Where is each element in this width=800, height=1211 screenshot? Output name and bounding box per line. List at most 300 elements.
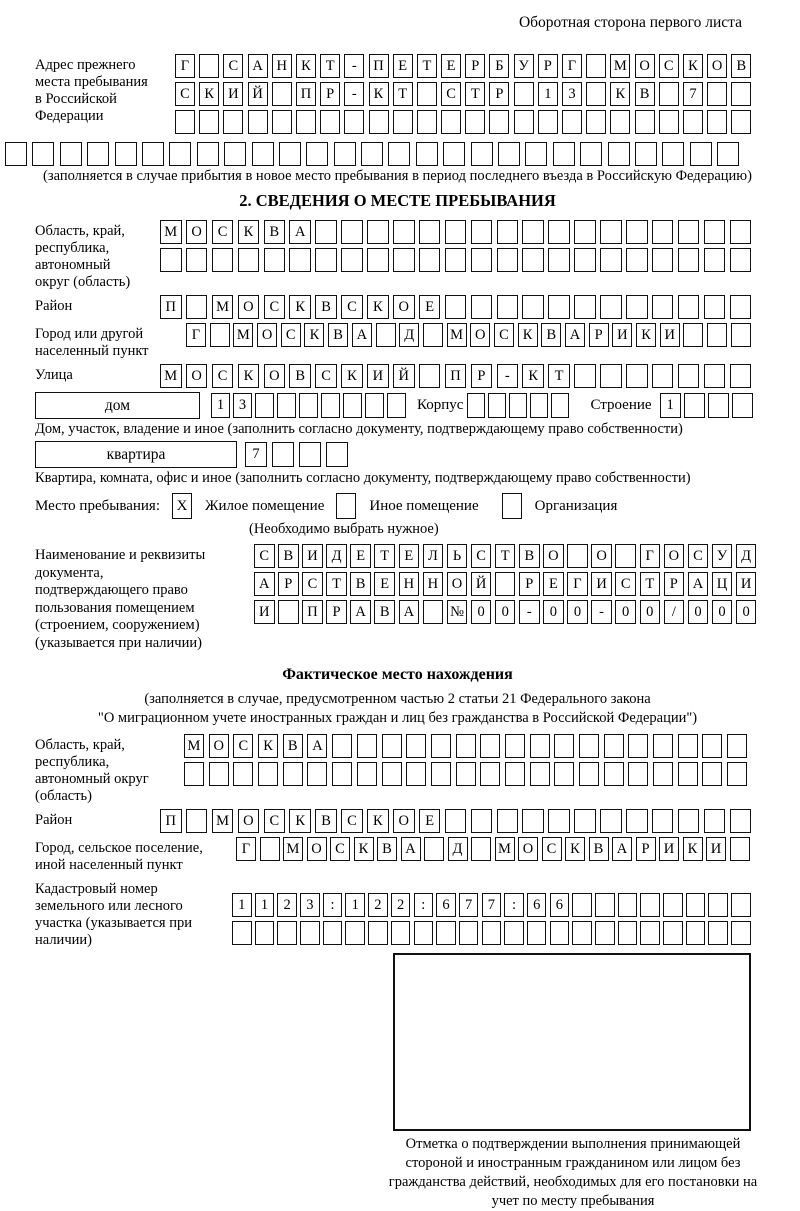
char-cell[interactable]: Г: [640, 544, 661, 568]
char-cell[interactable]: Р: [278, 572, 299, 596]
char-cell[interactable]: [626, 295, 648, 319]
char-cell[interactable]: [608, 142, 630, 166]
char-cell[interactable]: 3: [300, 893, 320, 917]
char-cell[interactable]: [678, 809, 700, 833]
char-cell[interactable]: [704, 809, 726, 833]
char-cell[interactable]: [332, 762, 352, 786]
char-cell[interactable]: О: [543, 544, 564, 568]
actual-region-row-2[interactable]: [184, 762, 752, 786]
char-cell[interactable]: Т: [326, 572, 347, 596]
char-cell[interactable]: 6: [436, 893, 456, 917]
char-cell[interactable]: [382, 734, 402, 758]
char-cell[interactable]: 0: [712, 600, 733, 624]
char-cell[interactable]: [567, 544, 588, 568]
char-cell[interactable]: [659, 110, 679, 134]
char-cell[interactable]: Б: [489, 54, 509, 78]
char-cell[interactable]: [600, 295, 622, 319]
char-cell[interactable]: [522, 220, 544, 244]
char-cell[interactable]: А: [565, 323, 585, 347]
char-cell[interactable]: [343, 393, 362, 418]
char-cell[interactable]: [326, 442, 348, 467]
char-cell[interactable]: [258, 762, 278, 786]
char-cell[interactable]: Т: [374, 544, 395, 568]
char-cell[interactable]: [365, 393, 384, 418]
char-cell[interactable]: [443, 142, 465, 166]
char-cell[interactable]: [456, 762, 476, 786]
char-cell[interactable]: [175, 110, 195, 134]
char-cell[interactable]: [391, 921, 411, 945]
char-cell[interactable]: [522, 809, 544, 833]
char-cell[interactable]: М: [212, 295, 234, 319]
char-cell[interactable]: [357, 762, 377, 786]
apartment-cells[interactable]: [245, 442, 353, 467]
char-cell[interactable]: [115, 142, 137, 166]
char-cell[interactable]: [548, 295, 570, 319]
char-cell[interactable]: С: [212, 364, 234, 388]
char-cell[interactable]: [574, 364, 596, 388]
char-cell[interactable]: С: [494, 323, 514, 347]
char-cell[interactable]: Т: [465, 82, 485, 106]
char-cell[interactable]: К: [610, 82, 630, 106]
char-cell[interactable]: Й: [393, 364, 415, 388]
district-row[interactable]: [160, 295, 751, 319]
char-cell[interactable]: О: [707, 54, 727, 78]
char-cell[interactable]: Р: [465, 54, 485, 78]
char-cell[interactable]: [704, 248, 726, 272]
char-cell[interactable]: К: [565, 837, 585, 861]
char-cell[interactable]: В: [264, 220, 286, 244]
char-cell[interactable]: Т: [495, 544, 516, 568]
char-cell[interactable]: Г: [236, 837, 256, 861]
char-cell[interactable]: И: [254, 600, 275, 624]
checkbox-organization[interactable]: [502, 493, 522, 519]
char-cell[interactable]: [652, 220, 674, 244]
char-cell[interactable]: 0: [567, 600, 588, 624]
char-cell[interactable]: [618, 921, 638, 945]
char-cell[interactable]: [663, 921, 683, 945]
char-cell[interactable]: [509, 393, 527, 418]
char-cell[interactable]: В: [350, 572, 371, 596]
char-cell[interactable]: [727, 762, 747, 786]
char-cell[interactable]: [727, 734, 747, 758]
char-cell[interactable]: [551, 393, 569, 418]
char-cell[interactable]: 2: [277, 893, 297, 917]
char-cell[interactable]: Т: [548, 364, 570, 388]
char-cell[interactable]: В: [731, 54, 751, 78]
char-cell[interactable]: -: [344, 54, 364, 78]
char-cell[interactable]: [60, 142, 82, 166]
char-cell[interactable]: [445, 248, 467, 272]
char-cell[interactable]: М: [160, 364, 182, 388]
char-cell[interactable]: [497, 248, 519, 272]
char-cell[interactable]: С: [341, 295, 363, 319]
char-cell[interactable]: 1: [211, 393, 230, 418]
char-cell[interactable]: И: [302, 544, 323, 568]
char-cell[interactable]: С: [471, 544, 492, 568]
char-cell[interactable]: [480, 762, 500, 786]
char-cell[interactable]: [424, 837, 444, 861]
char-cell[interactable]: И: [706, 837, 726, 861]
region-row-1[interactable]: [160, 220, 751, 244]
char-cell[interactable]: [497, 809, 519, 833]
char-cell[interactable]: В: [283, 734, 303, 758]
char-cell[interactable]: П: [160, 295, 182, 319]
char-cell[interactable]: [471, 809, 493, 833]
char-cell[interactable]: [707, 110, 727, 134]
char-cell[interactable]: С: [542, 837, 562, 861]
char-cell[interactable]: Д: [448, 837, 468, 861]
char-cell[interactable]: [514, 110, 534, 134]
char-cell[interactable]: [730, 220, 752, 244]
char-cell[interactable]: [471, 295, 493, 319]
char-cell[interactable]: С: [264, 809, 286, 833]
char-cell[interactable]: И: [612, 323, 632, 347]
char-cell[interactable]: Р: [664, 572, 685, 596]
char-cell[interactable]: С: [441, 82, 461, 106]
char-cell[interactable]: А: [307, 734, 327, 758]
char-cell[interactable]: [321, 393, 340, 418]
char-cell[interactable]: [595, 893, 615, 917]
char-cell[interactable]: Т: [393, 82, 413, 106]
char-cell[interactable]: [579, 734, 599, 758]
char-cell[interactable]: [505, 734, 525, 758]
char-cell[interactable]: [272, 442, 294, 467]
char-cell[interactable]: [489, 110, 509, 134]
char-cell[interactable]: [471, 220, 493, 244]
char-cell[interactable]: К: [296, 54, 316, 78]
char-cell[interactable]: [522, 295, 544, 319]
char-cell[interactable]: [277, 393, 296, 418]
char-cell[interactable]: [260, 837, 280, 861]
char-cell[interactable]: [279, 142, 301, 166]
char-cell[interactable]: [635, 142, 657, 166]
char-cell[interactable]: К: [522, 364, 544, 388]
char-cell[interactable]: В: [377, 837, 397, 861]
char-cell[interactable]: [465, 110, 485, 134]
char-cell[interactable]: -: [519, 600, 540, 624]
char-cell[interactable]: 1: [255, 893, 275, 917]
char-cell[interactable]: 0: [736, 600, 757, 624]
char-cell[interactable]: Е: [374, 572, 395, 596]
char-cell[interactable]: [186, 809, 208, 833]
char-cell[interactable]: 3: [233, 393, 252, 418]
char-cell[interactable]: [307, 762, 327, 786]
char-cell[interactable]: Д: [399, 323, 419, 347]
char-cell[interactable]: Р: [326, 600, 347, 624]
char-cell[interactable]: [640, 893, 660, 917]
char-cell[interactable]: Е: [543, 572, 564, 596]
char-cell[interactable]: П: [302, 600, 323, 624]
char-cell[interactable]: [662, 142, 684, 166]
char-cell[interactable]: У: [712, 544, 733, 568]
char-cell[interactable]: И: [591, 572, 612, 596]
char-cell[interactable]: О: [238, 295, 260, 319]
char-cell[interactable]: С: [659, 54, 679, 78]
char-cell[interactable]: 1: [538, 82, 558, 106]
char-cell[interactable]: [210, 323, 230, 347]
char-cell[interactable]: [574, 220, 596, 244]
char-cell[interactable]: [504, 921, 524, 945]
char-cell[interactable]: Н: [272, 54, 292, 78]
char-cell[interactable]: С: [175, 82, 195, 106]
char-cell[interactable]: [387, 393, 406, 418]
char-cell[interactable]: [678, 295, 700, 319]
char-cell[interactable]: Д: [326, 544, 347, 568]
char-cell[interactable]: [708, 393, 729, 418]
checkbox-residential[interactable]: X: [172, 493, 192, 519]
char-cell[interactable]: Р: [519, 572, 540, 596]
region-row-2[interactable]: [160, 248, 751, 272]
char-cell[interactable]: О: [264, 364, 286, 388]
cadastral-row-1[interactable]: [232, 893, 754, 917]
checkbox-other-premises[interactable]: [336, 493, 356, 519]
char-cell[interactable]: [572, 893, 592, 917]
char-cell[interactable]: [248, 110, 268, 134]
char-cell[interactable]: [731, 110, 751, 134]
char-cell[interactable]: [530, 762, 550, 786]
char-cell[interactable]: [255, 393, 274, 418]
char-cell[interactable]: А: [688, 572, 709, 596]
char-cell[interactable]: [635, 110, 655, 134]
char-cell[interactable]: [530, 734, 550, 758]
char-cell[interactable]: №: [447, 600, 468, 624]
char-cell[interactable]: [393, 248, 415, 272]
char-cell[interactable]: [652, 364, 674, 388]
char-cell[interactable]: [730, 248, 752, 272]
char-cell[interactable]: [731, 921, 751, 945]
char-cell[interactable]: О: [307, 837, 327, 861]
char-cell[interactable]: [388, 142, 410, 166]
char-cell[interactable]: [586, 82, 606, 106]
char-cell[interactable]: 0: [543, 600, 564, 624]
char-cell[interactable]: [199, 54, 219, 78]
char-cell[interactable]: [678, 248, 700, 272]
char-cell[interactable]: [707, 82, 727, 106]
char-cell[interactable]: [683, 110, 703, 134]
char-cell[interactable]: Д: [736, 544, 757, 568]
char-cell[interactable]: [731, 893, 751, 917]
char-cell[interactable]: [610, 110, 630, 134]
char-cell[interactable]: [423, 323, 443, 347]
char-cell[interactable]: [315, 220, 337, 244]
char-cell[interactable]: -: [497, 364, 519, 388]
char-cell[interactable]: [445, 295, 467, 319]
char-cell[interactable]: Н: [423, 572, 444, 596]
char-cell[interactable]: [604, 734, 624, 758]
char-cell[interactable]: [199, 110, 219, 134]
char-cell[interactable]: К: [636, 323, 656, 347]
char-cell[interactable]: [367, 220, 389, 244]
char-cell[interactable]: [5, 142, 27, 166]
char-cell[interactable]: [732, 393, 753, 418]
char-cell[interactable]: С: [223, 54, 243, 78]
char-cell[interactable]: 2: [391, 893, 411, 917]
char-cell[interactable]: [264, 248, 286, 272]
char-cell[interactable]: А: [350, 600, 371, 624]
char-cell[interactable]: [345, 921, 365, 945]
char-cell[interactable]: 0: [471, 600, 492, 624]
char-cell[interactable]: [574, 295, 596, 319]
char-cell[interactable]: [704, 220, 726, 244]
char-cell[interactable]: [277, 921, 297, 945]
char-cell[interactable]: [663, 893, 683, 917]
char-cell[interactable]: И: [367, 364, 389, 388]
char-cell[interactable]: [471, 248, 493, 272]
char-cell[interactable]: [419, 220, 441, 244]
char-cell[interactable]: [306, 142, 328, 166]
char-cell[interactable]: И: [736, 572, 757, 596]
char-cell[interactable]: 0: [640, 600, 661, 624]
char-cell[interactable]: В: [589, 837, 609, 861]
char-cell[interactable]: О: [664, 544, 685, 568]
char-cell[interactable]: :: [414, 893, 434, 917]
char-cell[interactable]: Р: [489, 82, 509, 106]
char-cell[interactable]: С: [254, 544, 275, 568]
char-cell[interactable]: Е: [350, 544, 371, 568]
char-cell[interactable]: 3: [562, 82, 582, 106]
char-cell[interactable]: [300, 921, 320, 945]
char-cell[interactable]: 7: [459, 893, 479, 917]
char-cell[interactable]: О: [518, 837, 538, 861]
char-cell[interactable]: Р: [471, 364, 493, 388]
char-cell[interactable]: [553, 142, 575, 166]
char-cell[interactable]: [498, 142, 520, 166]
char-cell[interactable]: П: [160, 809, 182, 833]
char-cell[interactable]: [653, 762, 673, 786]
char-cell[interactable]: [445, 220, 467, 244]
char-cell[interactable]: [653, 734, 673, 758]
cadastral-row-2[interactable]: [232, 921, 754, 945]
prev-address-row-1[interactable]: [175, 54, 756, 78]
char-cell[interactable]: О: [186, 364, 208, 388]
char-cell[interactable]: [441, 110, 461, 134]
char-cell[interactable]: [730, 364, 752, 388]
char-cell[interactable]: 6: [550, 893, 570, 917]
char-cell[interactable]: В: [635, 82, 655, 106]
char-cell[interactable]: [686, 921, 706, 945]
char-cell[interactable]: 7: [482, 893, 502, 917]
char-cell[interactable]: Г: [562, 54, 582, 78]
char-cell[interactable]: [361, 142, 383, 166]
stroenie-cells[interactable]: [660, 393, 756, 418]
char-cell[interactable]: Ц: [712, 572, 733, 596]
char-cell[interactable]: [272, 82, 292, 106]
char-cell[interactable]: [626, 809, 648, 833]
char-cell[interactable]: П: [296, 82, 316, 106]
char-cell[interactable]: [431, 762, 451, 786]
char-cell[interactable]: О: [591, 544, 612, 568]
char-cell[interactable]: Е: [419, 295, 441, 319]
actual-city-row[interactable]: [236, 837, 753, 861]
char-cell[interactable]: [332, 734, 352, 758]
char-cell[interactable]: А: [401, 837, 421, 861]
char-cell[interactable]: В: [315, 295, 337, 319]
char-cell[interactable]: [678, 734, 698, 758]
prev-address-row-2[interactable]: [175, 82, 756, 106]
char-cell[interactable]: [550, 921, 570, 945]
char-cell[interactable]: [296, 110, 316, 134]
char-cell[interactable]: [471, 837, 491, 861]
char-cell[interactable]: С: [302, 572, 323, 596]
char-cell[interactable]: М: [212, 809, 234, 833]
char-cell[interactable]: [579, 762, 599, 786]
char-cell[interactable]: [704, 364, 726, 388]
char-cell[interactable]: В: [278, 544, 299, 568]
char-cell[interactable]: [436, 921, 456, 945]
char-cell[interactable]: [488, 393, 506, 418]
char-cell[interactable]: Л: [423, 544, 444, 568]
char-cell[interactable]: С: [264, 295, 286, 319]
char-cell[interactable]: Т: [640, 572, 661, 596]
char-cell[interactable]: С: [281, 323, 301, 347]
char-cell[interactable]: [186, 248, 208, 272]
char-cell[interactable]: К: [304, 323, 324, 347]
char-cell[interactable]: [382, 762, 402, 786]
char-cell[interactable]: С: [212, 220, 234, 244]
char-cell[interactable]: [417, 82, 437, 106]
char-cell[interactable]: [252, 142, 274, 166]
char-cell[interactable]: :: [323, 893, 343, 917]
char-cell[interactable]: [548, 220, 570, 244]
char-cell[interactable]: [730, 837, 750, 861]
char-cell[interactable]: :: [504, 893, 524, 917]
char-cell[interactable]: [445, 809, 467, 833]
char-cell[interactable]: [628, 762, 648, 786]
char-cell[interactable]: [367, 248, 389, 272]
char-cell[interactable]: О: [635, 54, 655, 78]
char-cell[interactable]: О: [257, 323, 277, 347]
char-cell[interactable]: [320, 110, 340, 134]
char-cell[interactable]: [233, 762, 253, 786]
char-cell[interactable]: С: [341, 809, 363, 833]
prev-address-row-3[interactable]: [175, 110, 756, 134]
char-cell[interactable]: [417, 110, 437, 134]
char-cell[interactable]: 1: [232, 893, 252, 917]
char-cell[interactable]: К: [341, 364, 363, 388]
char-cell[interactable]: Р: [589, 323, 609, 347]
char-cell[interactable]: [626, 364, 648, 388]
char-cell[interactable]: К: [518, 323, 538, 347]
char-cell[interactable]: К: [683, 54, 703, 78]
char-cell[interactable]: [525, 142, 547, 166]
char-cell[interactable]: С: [315, 364, 337, 388]
char-cell[interactable]: [323, 921, 343, 945]
char-cell[interactable]: [471, 142, 493, 166]
char-cell[interactable]: К: [289, 809, 311, 833]
char-cell[interactable]: [223, 110, 243, 134]
char-cell[interactable]: [554, 762, 574, 786]
char-cell[interactable]: 2: [368, 893, 388, 917]
char-cell[interactable]: Р: [538, 54, 558, 78]
char-cell[interactable]: [272, 110, 292, 134]
char-cell[interactable]: К: [238, 220, 260, 244]
char-cell[interactable]: [652, 248, 674, 272]
char-cell[interactable]: [604, 762, 624, 786]
char-cell[interactable]: [255, 921, 275, 945]
char-cell[interactable]: [393, 220, 415, 244]
char-cell[interactable]: А: [399, 600, 420, 624]
char-cell[interactable]: А: [248, 54, 268, 78]
char-cell[interactable]: Е: [441, 54, 461, 78]
char-cell[interactable]: [707, 323, 727, 347]
char-cell[interactable]: О: [238, 809, 260, 833]
char-cell[interactable]: [731, 82, 751, 106]
char-cell[interactable]: [600, 809, 622, 833]
char-cell[interactable]: [87, 142, 109, 166]
char-cell[interactable]: [730, 809, 752, 833]
char-cell[interactable]: И: [223, 82, 243, 106]
char-cell[interactable]: П: [369, 54, 389, 78]
